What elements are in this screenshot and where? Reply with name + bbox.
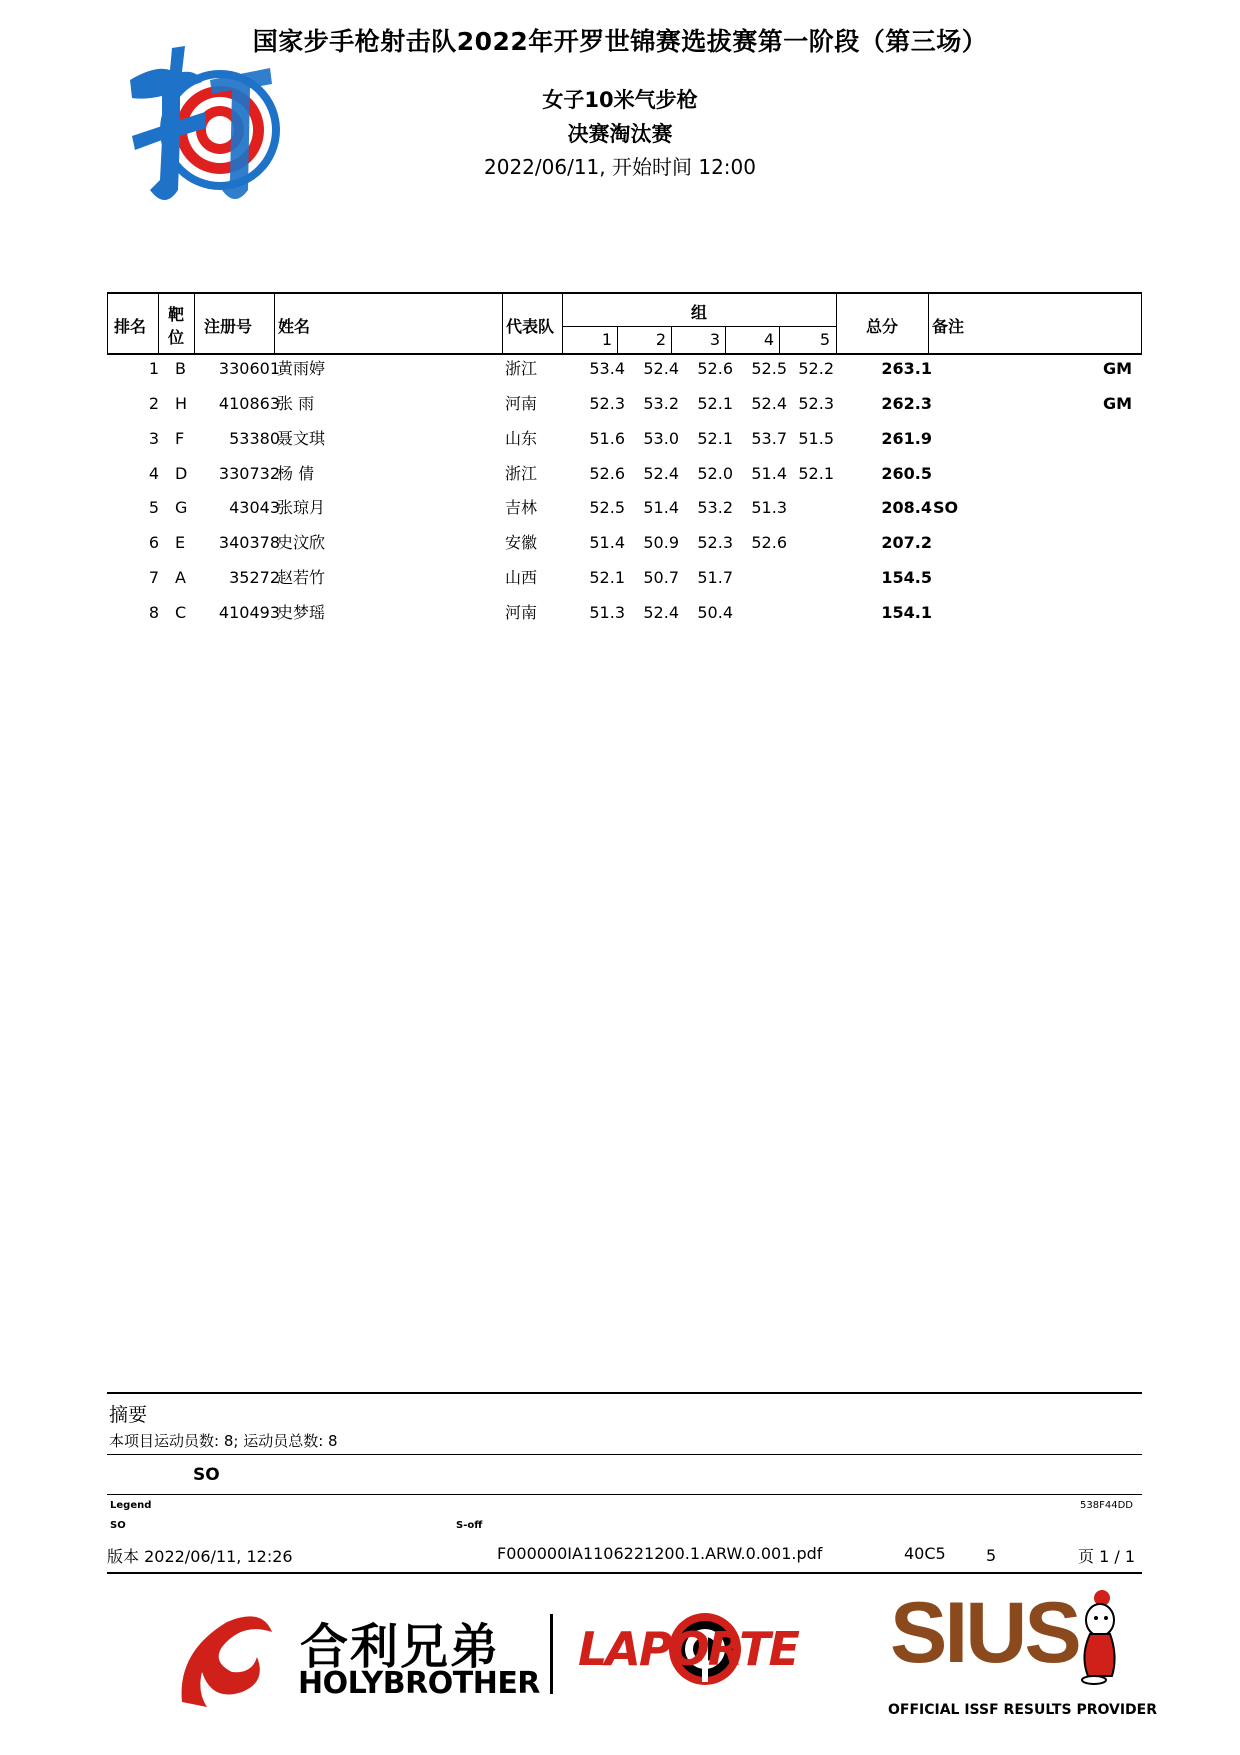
summary-text: 本项目运动员数: 8; 运动员总数: 8	[109, 1432, 338, 1450]
divider	[107, 1572, 1142, 1574]
athlete-name: 史汶欣	[277, 533, 326, 552]
note: SO	[933, 498, 959, 517]
series-score: 50.9	[643, 533, 679, 552]
header-series-3: 3	[709, 330, 720, 349]
athlete-name: 聂文琪	[277, 429, 326, 448]
series-score: 51.3	[589, 603, 625, 622]
athlete-name: 黄雨婷	[277, 359, 326, 378]
legend-code: SO	[110, 1520, 126, 1531]
series-score: 52.5	[589, 498, 625, 517]
total-score: 207.2	[881, 533, 932, 552]
series-score: 51.4	[643, 498, 679, 517]
lane: B	[175, 359, 186, 378]
header-lane-1: 靶	[168, 305, 185, 324]
series-score: 53.0	[643, 429, 679, 448]
sius-logo: SIUS	[890, 1585, 1079, 1681]
table-row	[107, 457, 1142, 491]
header-group: 组	[691, 303, 708, 322]
series-score: 52.6	[697, 359, 733, 378]
lane: F	[175, 429, 185, 448]
laporte-logo: LAPORTE	[578, 1622, 798, 1676]
lane: H	[175, 394, 188, 413]
series-score: 52.1	[589, 568, 625, 587]
rank: 1	[148, 359, 159, 378]
series-score: 53.7	[751, 429, 787, 448]
athlete-name: 张琼月	[277, 498, 326, 517]
header-notes: 备注	[932, 317, 965, 336]
lane: E	[175, 533, 186, 552]
reg-number: 330601	[218, 359, 280, 378]
rank: 7	[148, 568, 159, 587]
team: 山西	[505, 568, 538, 587]
event-datetime: 2022/06/11, 开始时间 12:00	[484, 155, 756, 179]
divider	[107, 1494, 1142, 1495]
series-score: 52.0	[697, 464, 733, 483]
sius-tagline: OFFICIAL ISSF RESULTS PROVIDER	[888, 1702, 1158, 1718]
lane: D	[175, 464, 188, 483]
header-rank: 排名	[114, 317, 147, 336]
total-score: 263.1	[881, 359, 932, 378]
series-score: 51.4	[589, 533, 625, 552]
team: 吉林	[505, 498, 538, 517]
header-series-2: 2	[655, 330, 666, 349]
table-row	[107, 422, 1142, 456]
reg-number: 330732	[218, 464, 280, 483]
results-table-header	[107, 292, 1142, 355]
team: 浙江	[505, 464, 538, 483]
table-row	[107, 526, 1142, 560]
header-reg: 注册号	[204, 317, 253, 336]
remark: GM	[1102, 394, 1132, 413]
so-label: SO	[193, 1465, 220, 1485]
reg-number: 410863	[218, 394, 280, 413]
total-score: 261.9	[881, 429, 932, 448]
table-row	[107, 596, 1142, 630]
series-score: 52.5	[751, 359, 787, 378]
header-name: 姓名	[278, 317, 311, 336]
athlete-name: 赵若竹	[277, 568, 326, 587]
series-score: 52.3	[697, 533, 733, 552]
sius-mascot-icon	[1060, 1586, 1135, 1686]
total-score: 154.5	[881, 568, 932, 587]
series-score: 51.6	[589, 429, 625, 448]
reg-number: 53380	[229, 429, 280, 448]
doc-code-2: 5	[986, 1546, 997, 1565]
legend-description: S-off	[456, 1520, 483, 1531]
lane: G	[175, 498, 188, 517]
divider	[107, 1454, 1142, 1455]
file-name: F000000IA1106221200.1.ARW.0.001.pdf	[497, 1544, 823, 1563]
series-score: 51.3	[751, 498, 787, 517]
rank: 8	[148, 603, 159, 622]
summary-title: 摘要	[109, 1404, 148, 1426]
rank: 3	[148, 429, 159, 448]
reg-number: 340378	[218, 533, 280, 552]
header-team: 代表队	[506, 317, 555, 336]
stage-name: 决赛淘汰赛	[567, 122, 673, 146]
series-score: 53.2	[697, 498, 733, 517]
document-hash: 538F44DD	[1080, 1500, 1133, 1511]
total-score: 262.3	[881, 394, 932, 413]
series-score: 52.4	[643, 359, 679, 378]
series-score: 52.2	[798, 359, 834, 378]
series-score: 50.4	[697, 603, 733, 622]
header-series-5: 5	[819, 330, 830, 349]
series-score: 52.6	[751, 533, 787, 552]
series-score: 53.2	[643, 394, 679, 413]
athlete-name: 张 雨	[277, 394, 315, 413]
reg-number: 410493	[218, 603, 280, 622]
doc-code: 40C5	[904, 1544, 946, 1563]
holybrother-logo-mark	[172, 1612, 277, 1712]
series-score: 52.1	[697, 394, 733, 413]
athlete-name: 杨 倩	[277, 464, 315, 483]
total-score: 154.1	[881, 603, 932, 622]
reg-number: 35272	[229, 568, 280, 587]
series-score: 52.1	[697, 429, 733, 448]
table-row	[107, 387, 1142, 421]
series-score: 51.5	[798, 429, 834, 448]
event-name: 女子10米气步枪	[542, 88, 698, 112]
table-row	[107, 352, 1142, 386]
reg-number: 43043	[229, 498, 280, 517]
team: 河南	[505, 394, 538, 413]
lane: A	[175, 568, 186, 587]
series-score: 52.3	[589, 394, 625, 413]
rank: 5	[148, 498, 159, 517]
header-total: 总分	[866, 317, 899, 336]
series-score: 53.4	[589, 359, 625, 378]
total-score: 260.5	[881, 464, 932, 483]
series-score: 52.4	[643, 464, 679, 483]
summary-section	[107, 1392, 1142, 1450]
table-row	[107, 491, 1142, 525]
team: 浙江	[505, 359, 538, 378]
team: 安徽	[505, 533, 538, 552]
holybrother-en: HOLYBROTHER	[298, 1666, 540, 1701]
holybrother-cn: 合利兄弟	[300, 1619, 501, 1675]
athlete-name: 史梦瑶	[277, 603, 326, 622]
header-series-1: 1	[601, 330, 612, 349]
page-number: 页 1 / 1	[1078, 1547, 1136, 1566]
series-score: 50.7	[643, 568, 679, 587]
rank: 6	[148, 533, 159, 552]
page-title: 国家步手枪射击队2022年开罗世锦赛选拔赛第一阶段（第三场）	[252, 27, 988, 56]
rank: 2	[148, 394, 159, 413]
series-score: 52.6	[589, 464, 625, 483]
series-score: 51.4	[751, 464, 787, 483]
total-score: 208.4	[881, 498, 932, 517]
team: 山东	[505, 429, 538, 448]
series-score: 52.4	[751, 394, 787, 413]
series-score: 52.1	[798, 464, 834, 483]
header-lane-2: 位	[168, 328, 185, 347]
series-score: 52.3	[798, 394, 834, 413]
legend-title: Legend	[110, 1500, 152, 1511]
version-info: 版本 2022/06/11, 12:26	[107, 1547, 293, 1566]
lane: C	[175, 603, 187, 622]
sponsor-divider	[550, 1614, 553, 1694]
team: 河南	[505, 603, 538, 622]
table-row	[107, 561, 1142, 595]
remark: GM	[1102, 359, 1132, 378]
series-score: 51.7	[697, 568, 733, 587]
header-series-4: 4	[763, 330, 774, 349]
series-score: 52.4	[643, 603, 679, 622]
rank: 4	[148, 464, 159, 483]
